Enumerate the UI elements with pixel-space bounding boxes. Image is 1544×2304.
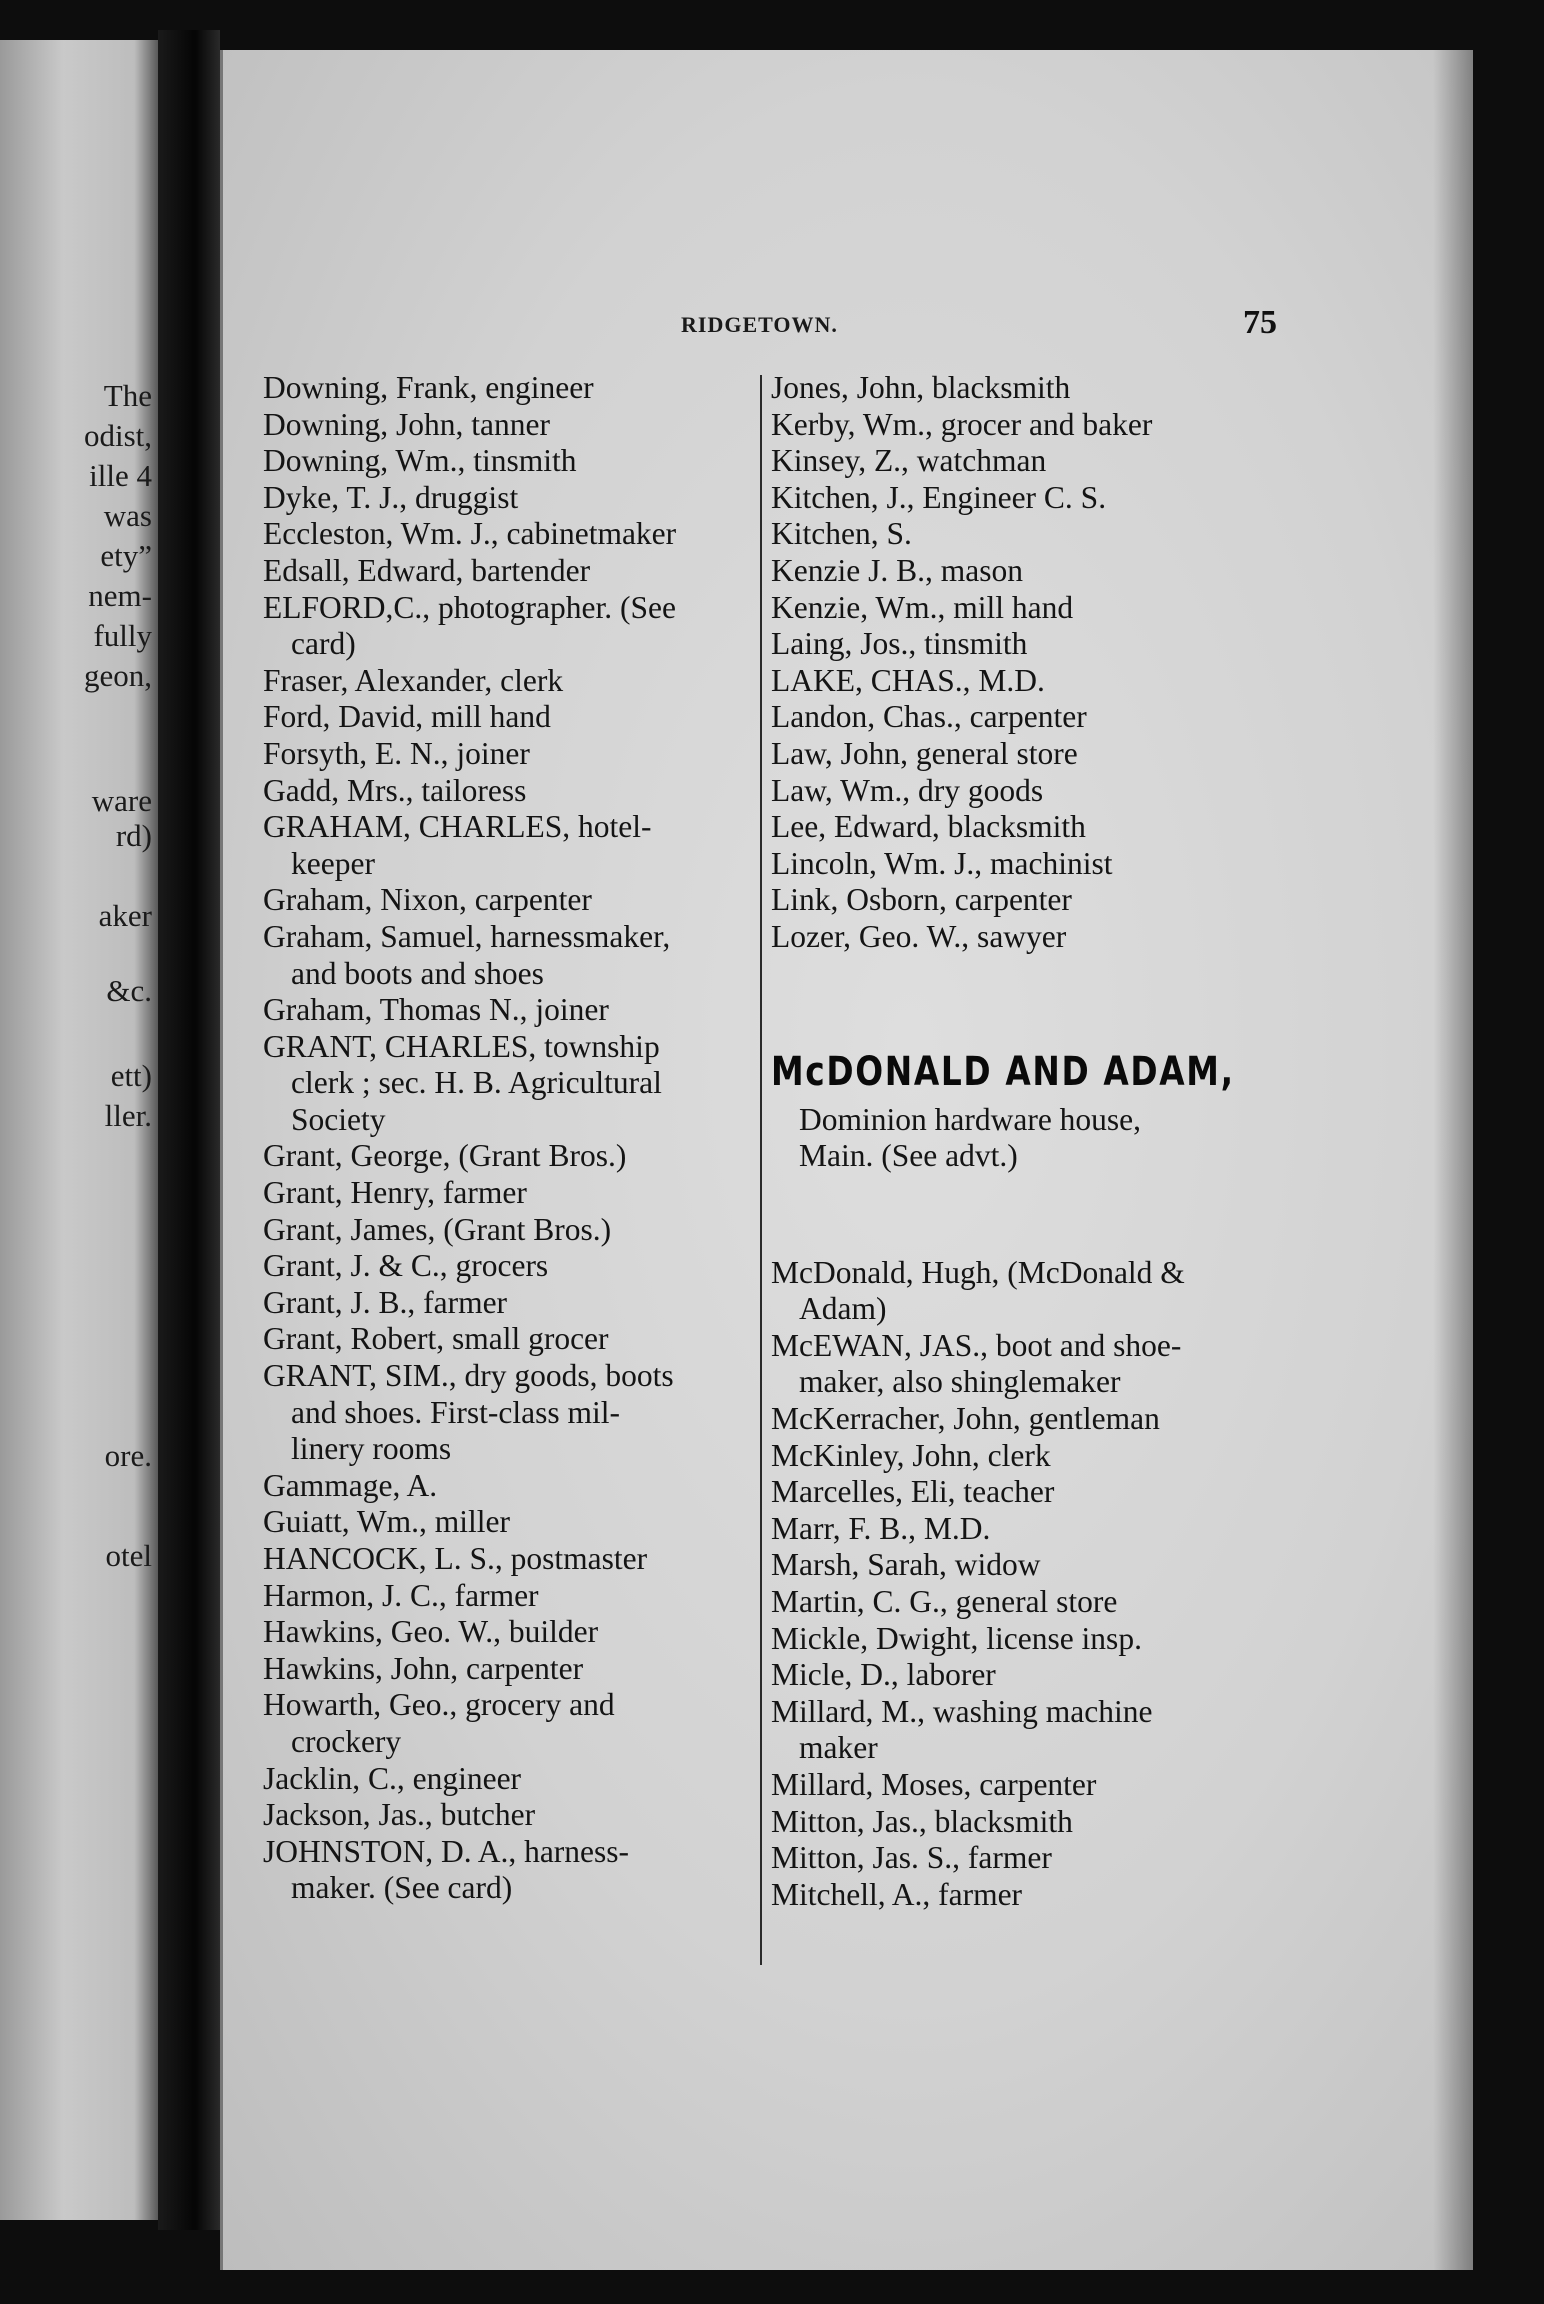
directory-entry	[771, 919, 1291, 956]
directory-entry	[771, 553, 1291, 590]
entry-text: Millard, M., washing machine	[771, 1693, 1153, 1729]
entry-text: GRANT, SIM., dry goods, boots	[263, 1358, 674, 1394]
directory-entry	[263, 407, 763, 444]
entry-text: Lee, Edward, blacksmith	[771, 809, 1086, 845]
previous-page-text-fragment: The	[103, 378, 152, 413]
directory-entry	[771, 663, 1291, 700]
directory-entry	[263, 663, 763, 700]
directory-entry	[263, 1687, 763, 1760]
directory-entry	[263, 1029, 763, 1139]
directory-entry	[771, 480, 1291, 517]
directory-entry	[263, 1175, 763, 1212]
directory-entry	[771, 1657, 1291, 1694]
directory-entry	[263, 1504, 763, 1541]
entry-text: Gadd, Mrs., tailoress	[263, 772, 527, 808]
entry-text: Micle, D., laborer	[771, 1657, 996, 1693]
previous-page-text-fragment: odist,	[83, 418, 152, 453]
advert-body-line: Dominion hardware house,	[799, 1101, 1142, 1137]
entry-continuation: Adam)	[799, 1291, 887, 1327]
entry-text: Fraser, Alexander, clerk	[263, 662, 564, 698]
directory-entry	[263, 882, 763, 919]
entry-text: Grant, J. B., farmer	[263, 1284, 508, 1320]
advert-body	[771, 1102, 1291, 1175]
entry-text: Harmon, J. C., farmer	[263, 1577, 539, 1613]
entry-text: Jones, John, blacksmith	[771, 370, 1071, 405]
directory-entry	[263, 1614, 763, 1651]
previous-page-text-fragment: ille 4	[89, 458, 152, 493]
previous-page-text-fragment: rd)	[115, 818, 152, 853]
directory-entry	[771, 1328, 1291, 1401]
entry-text: Forsyth, E. N., joiner	[263, 735, 530, 771]
entry-text: Mitton, Jas. S., farmer	[771, 1840, 1052, 1876]
directory-entry	[771, 626, 1291, 663]
running-head: RIDGETOWN.	[681, 312, 838, 337]
entry-text: Link, Osborn, carpenter	[771, 882, 1072, 918]
entry-text: Gammage, A.	[263, 1467, 438, 1503]
directory-entry	[263, 1358, 763, 1468]
previous-page-text-fragment: &c.	[106, 973, 152, 1008]
entry-text: ELFORD,C., photographer. (See	[263, 589, 676, 625]
directory-entry	[263, 1651, 763, 1688]
directory-entry	[771, 370, 1291, 407]
directory-entry	[263, 1834, 763, 1907]
directory-entry	[771, 882, 1291, 919]
entry-continuation: Society	[291, 1101, 386, 1137]
directory-entry	[771, 699, 1291, 736]
entry-text: Law, Wm., dry goods	[771, 772, 1044, 808]
entry-continuation: card)	[291, 626, 356, 662]
entry-text: Hawkins, John, carpenter	[263, 1650, 584, 1686]
directory-entry	[771, 1511, 1291, 1548]
entry-continuation: maker. (See card)	[291, 1870, 513, 1906]
entry-text: McDonald, Hugh, (McDonald &	[771, 1254, 1185, 1290]
directory-entry	[771, 846, 1291, 883]
advert-heading: McDONALD AND ADAM,	[771, 1048, 1235, 1095]
directory-entry	[771, 1438, 1291, 1475]
entry-text: Law, John, general store	[771, 735, 1078, 771]
entry-text: Millard, Moses, carpenter	[771, 1767, 1097, 1802]
entry-text: Graham, Nixon, carpenter	[263, 882, 592, 918]
directory-entry	[263, 443, 763, 480]
entry-continuation: keeper	[291, 845, 375, 881]
entry-text: Kenzie, Wm., mill hand	[771, 589, 1074, 625]
directory-entry	[263, 1285, 763, 1322]
book-gutter	[158, 30, 220, 2230]
directory-entry	[263, 553, 763, 590]
directory-entry	[263, 1321, 763, 1358]
previous-page-text-fragment: ore.	[104, 1438, 152, 1473]
entry-text: Marsh, Sarah, widow	[771, 1547, 1041, 1583]
right-column-entries-top	[771, 370, 1291, 956]
entry-text: JOHNSTON, D. A., harness-	[263, 1833, 630, 1869]
directory-entry	[263, 1541, 763, 1578]
entry-text: Laing, Jos., tinsmith	[771, 626, 1028, 662]
entry-text: Grant, Robert, small grocer	[263, 1321, 609, 1357]
directory-entry	[771, 516, 1291, 553]
advert-body-line: Main. (See advt.)	[799, 1138, 1018, 1174]
entry-text: Kitchen, J., Engineer C. S.	[771, 479, 1107, 515]
directory-entry	[263, 1797, 763, 1834]
right-column	[771, 370, 1291, 1913]
entry-continuation: maker, also shinglemaker	[799, 1364, 1121, 1400]
page-edge-shadow	[1433, 50, 1473, 2270]
entry-text: Eccleston, Wm. J., cabinetmaker	[263, 516, 677, 552]
directory-entry	[263, 1212, 763, 1249]
directory-entry	[771, 443, 1291, 480]
directory-entry	[263, 1248, 763, 1285]
entry-text: Howarth, Geo., grocery and	[263, 1687, 615, 1723]
entry-text: Kinsey, Z., watchman	[771, 443, 1047, 479]
directory-entry	[771, 407, 1291, 444]
entry-text: Landon, Chas., carpenter	[771, 699, 1087, 735]
entry-continuation: maker	[799, 1730, 878, 1766]
entry-text: Jacklin, C., engineer	[263, 1760, 522, 1796]
entry-text: GRAHAM, CHARLES, hotel-	[263, 809, 652, 845]
directory-entry	[263, 590, 763, 663]
entry-text: GRANT, CHARLES, township	[263, 1028, 660, 1064]
directory-entry	[263, 1468, 763, 1505]
previous-page-text-fragment: geon,	[83, 658, 152, 693]
entry-text: Jackson, Jas., butcher	[263, 1797, 536, 1833]
previous-page-text-fragment: ller.	[104, 1098, 152, 1133]
page-number: 75	[1243, 304, 1277, 341]
entry-continuation: and boots and shoes	[291, 955, 544, 991]
directory-entry	[771, 1474, 1291, 1511]
entry-text: Downing, John, tanner	[263, 406, 550, 442]
entry-text: Grant, J. & C., grocers	[263, 1248, 549, 1284]
directory-entry	[771, 1767, 1291, 1804]
directory-entry	[771, 1694, 1291, 1767]
entry-continuation: and shoes. First-class mil-	[291, 1394, 620, 1430]
entry-text: McKerracher, John, gentleman	[771, 1401, 1160, 1437]
entry-continuation: clerk ; sec. H. B. Agricultural	[291, 1065, 662, 1101]
entry-text: Graham, Thomas N., joiner	[263, 992, 609, 1028]
entry-text: Grant, James, (Grant Bros.)	[263, 1211, 612, 1247]
directory-entry	[771, 590, 1291, 627]
entry-text: Downing, Frank, engineer	[263, 370, 594, 405]
entry-text: Mitchell, A., farmer	[771, 1876, 1023, 1912]
directory-entry	[263, 809, 763, 882]
directory-entry	[771, 1584, 1291, 1621]
directory-entry	[771, 1401, 1291, 1438]
directory-entry	[263, 919, 763, 992]
entry-text: Hawkins, Geo. W., builder	[263, 1614, 599, 1650]
directory-entry	[771, 809, 1291, 846]
directory-page	[220, 50, 1473, 2270]
entry-text: Mickle, Dwight, license insp.	[771, 1620, 1142, 1656]
page-header	[223, 304, 1473, 352]
directory-entry	[771, 1255, 1291, 1328]
previous-page-text-fragment: aker	[98, 898, 152, 933]
entry-text: Grant, Henry, farmer	[263, 1175, 527, 1211]
entry-text: LAKE, CHAS., M.D.	[771, 662, 1045, 698]
directory-entry	[263, 1761, 763, 1798]
previous-page-text-fragment: otel	[105, 1538, 152, 1573]
entry-text: McEWAN, JAS., boot and shoe-	[771, 1327, 1182, 1363]
directory-entry	[771, 1547, 1291, 1584]
directory-entry	[263, 773, 763, 810]
directory-entry	[263, 699, 763, 736]
entry-text: Guiatt, Wm., miller	[263, 1504, 511, 1540]
directory-entry	[771, 773, 1291, 810]
entry-text: Grant, George, (Grant Bros.)	[263, 1138, 627, 1174]
right-column-entries-bottom	[771, 1255, 1291, 1914]
directory-entry	[771, 1621, 1291, 1658]
entry-text: Marcelles, Eli, teacher	[771, 1474, 1055, 1510]
entry-text: Mitton, Jas., blacksmith	[771, 1803, 1073, 1839]
entry-text: Dyke, T. J., druggist	[263, 479, 519, 515]
directory-entry	[263, 1138, 763, 1175]
previous-page-text-fragment: ett)	[110, 1058, 152, 1093]
previous-page-text-fragment: was	[103, 498, 152, 533]
entry-text: McKinley, John, clerk	[771, 1437, 1051, 1473]
entry-text: Downing, Wm., tinsmith	[263, 443, 577, 479]
directory-entry	[771, 1877, 1291, 1914]
directory-entry	[263, 370, 763, 407]
entry-text: Edsall, Edward, bartender	[263, 552, 591, 588]
previous-page-edge	[0, 40, 158, 2220]
directory-entry	[263, 1578, 763, 1615]
entry-text: Kenzie J. B., mason	[771, 552, 1023, 588]
column-rule	[760, 375, 762, 1965]
previous-page-text-fragment: fully	[93, 618, 152, 653]
entry-text: Lozer, Geo. W., sawyer	[771, 918, 1067, 954]
entry-text: Graham, Samuel, harnessmaker,	[263, 918, 671, 954]
entry-text: Ford, David, mill hand	[263, 699, 551, 735]
left-column	[263, 370, 763, 1907]
directory-entry	[771, 1804, 1291, 1841]
previous-page-text-fragment: ware	[91, 783, 152, 818]
previous-page-text-fragment: ety”	[100, 538, 152, 573]
entry-text: Marr, F. B., M.D.	[771, 1510, 991, 1546]
entry-continuation: linery rooms	[291, 1431, 452, 1467]
entry-text: HANCOCK, L. S., postmaster	[263, 1541, 648, 1576]
entry-continuation: crockery	[291, 1723, 402, 1759]
previous-page-text-fragment: nem-	[88, 578, 152, 613]
entry-text: Kerby, Wm., grocer and baker	[771, 406, 1153, 442]
directory-entry	[771, 736, 1291, 773]
directory-entry	[263, 992, 763, 1029]
entry-text: Kitchen, S.	[771, 516, 912, 552]
directory-entry	[771, 1840, 1291, 1877]
section-gap	[771, 1175, 1291, 1255]
directory-entry	[263, 736, 763, 773]
directory-entry	[263, 516, 763, 553]
directory-entry	[263, 480, 763, 517]
entry-text: Martin, C. G., general store	[771, 1584, 1118, 1620]
entry-text: Lincoln, Wm. J., machinist	[771, 845, 1113, 881]
